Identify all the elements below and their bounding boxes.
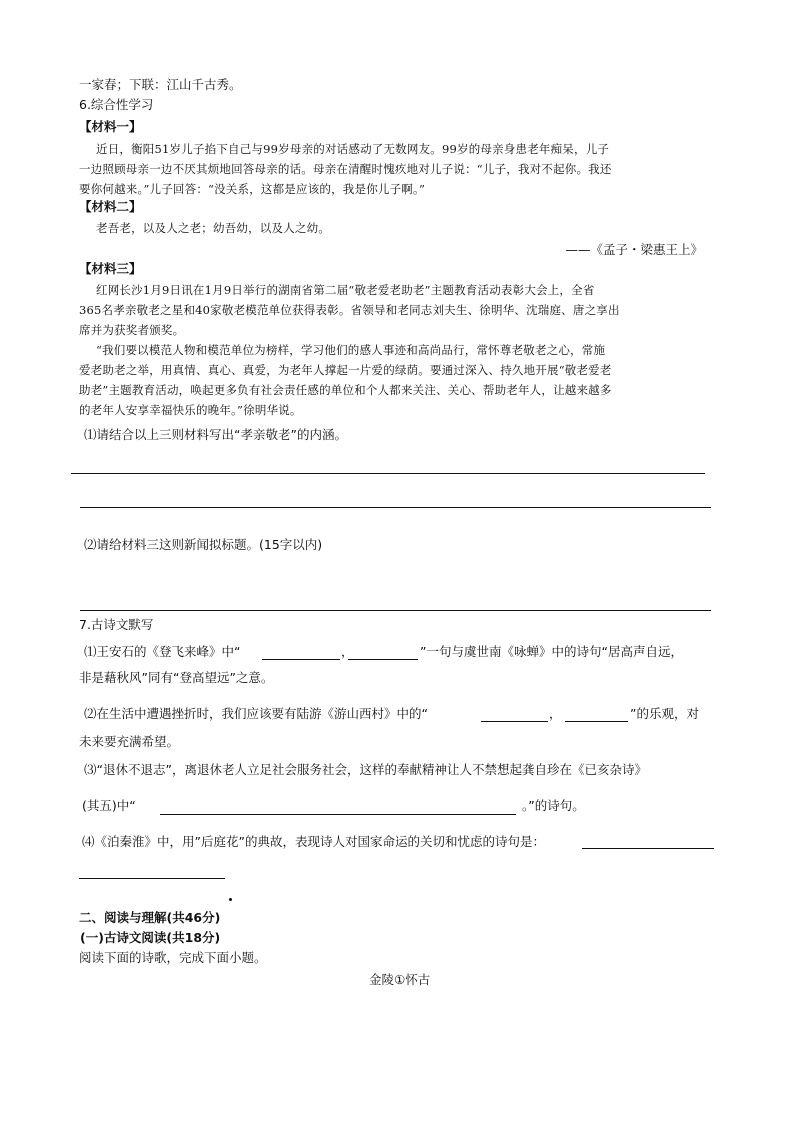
material-3-label: 【材料三】	[79, 261, 142, 276]
blank-line	[582, 848, 714, 849]
q7-item-1-part-c: ”一句与虞世南《咏蝉》中的诗句“居高声自远，	[420, 644, 683, 659]
material-3-line-3: 席并为获奖者颁奖。	[79, 323, 185, 337]
material-2-source: ——《孟子・梁惠王上》	[565, 242, 703, 257]
part-2-section-1: (一)古诗文阅读(共18分)	[80, 930, 221, 945]
q7-item-3-part-b: (其五)中“	[82, 798, 136, 813]
blank-line	[348, 659, 418, 660]
q7-item-2-part-b: ，	[549, 706, 562, 721]
blank-line	[565, 721, 628, 722]
poem-title: 金陵①怀古	[369, 972, 431, 987]
part-2-title: 二、阅读与理解(共46分)	[79, 910, 221, 925]
q7-item-2-part-d: 未来要充满希望。	[79, 734, 180, 749]
material-3-line-6: 助老”主题教育活动，唤起更多负有社会责任感的单位和个人都来关注、关心、帮助老年人，让越来越多	[79, 383, 612, 397]
q5-tail: 一家春；下联：江山千古秀。	[79, 77, 242, 92]
answer-line	[80, 507, 711, 508]
q6-sub-2: ⑵请给材料三这则新闻拟标题。(15字以内)	[84, 537, 323, 552]
material-2-label: 【材料二】	[79, 199, 142, 214]
q7-item-3-part-a: ⑶“退休不退志”，离退休老人立足社会服务社会，这样的奉献精神让人不禁想起龚自珍在《已亥杂诗》	[84, 762, 647, 777]
material-3-line-7: 的老年人安享幸福快乐的晚年。”徐明华说。	[79, 403, 302, 417]
part-2-instruction: 阅读下面的诗歌，完成下面小题。	[79, 950, 267, 965]
blank-line	[79, 878, 225, 879]
q7-item-2-part-a: ⑵在生活中遭遇挫折时，我们应该要有陆游《游山西村》中的“	[84, 706, 428, 721]
answer-line	[71, 473, 705, 474]
material-3-line-2: 365名孝亲敬老之星和40家敬老模范单位获得表彰。省领导和老同志刘夫生、徐明华、沈瑞庭、唐之享出	[79, 303, 620, 317]
blank-line	[481, 721, 548, 722]
material-1-label: 【材料一】	[79, 119, 142, 134]
material-2-text: 老吾老，以及人之老；幼吾幼，以及人之幼。	[96, 221, 330, 235]
q7-item-1-part-a: ⑴王安石的《登飞来峰》中“	[84, 644, 241, 659]
q7-title: 7.古诗文默写	[79, 617, 154, 632]
q7-item-3-part-c: 。”的诗句。	[522, 798, 585, 813]
blank-line	[262, 659, 340, 660]
q6-sub-1: ⑴请结合以上三则材料写出“孝亲敬老”的内涵。	[84, 427, 347, 442]
q7-item-4: ⑷《泊秦淮》中，用”后庭花”的典故，表现诗人对国家命运的关切和忧虑的诗句是：	[82, 834, 545, 849]
answer-line	[80, 610, 711, 611]
material-3-line-5: 爱老助老之举，用真情、真心、真爱，为老年人撑起一片爱的绿荫。要通过深入、持久地开展“敬老爱老	[79, 363, 612, 377]
material-3-line-1: 红网长沙1月9日讯在1月9日举行的湖南省第二届“敬老爱老助老”主题教育活动表彰大会上，全省	[96, 283, 595, 297]
q7-item-1-part-b: ，	[341, 644, 354, 659]
material-1-line-2: 一边照顾母亲一边不厌其烦地回答母亲的话。母亲在清醒时愧疚地对儿子说：“儿子，我对不起你。我还	[79, 162, 612, 176]
stray-dot	[229, 898, 232, 901]
material-3-line-4: “我们要以模范人物和模范单位为榜样，学习他们的感人事迹和高尚品行，常怀尊老敬老之心，常施	[96, 343, 606, 357]
material-1-line-1: 近日，衡阳51岁儿子掐下自己与99岁母亲的对话感动了无数网友。99岁的母亲身患老年痴呆，儿子	[96, 142, 610, 156]
q7-item-1-part-d: 非是藉秋风”同有“登高望远”之意。	[79, 670, 274, 685]
q7-item-2-part-c: ”的乐观，对	[630, 706, 699, 721]
blank-line	[160, 814, 516, 815]
material-1-line-3: 要你何越来。”儿子回答：“没关系，这都是应该的，我是你儿子啊。”	[79, 182, 426, 196]
q6-title: 6.综合性学习	[79, 97, 154, 112]
